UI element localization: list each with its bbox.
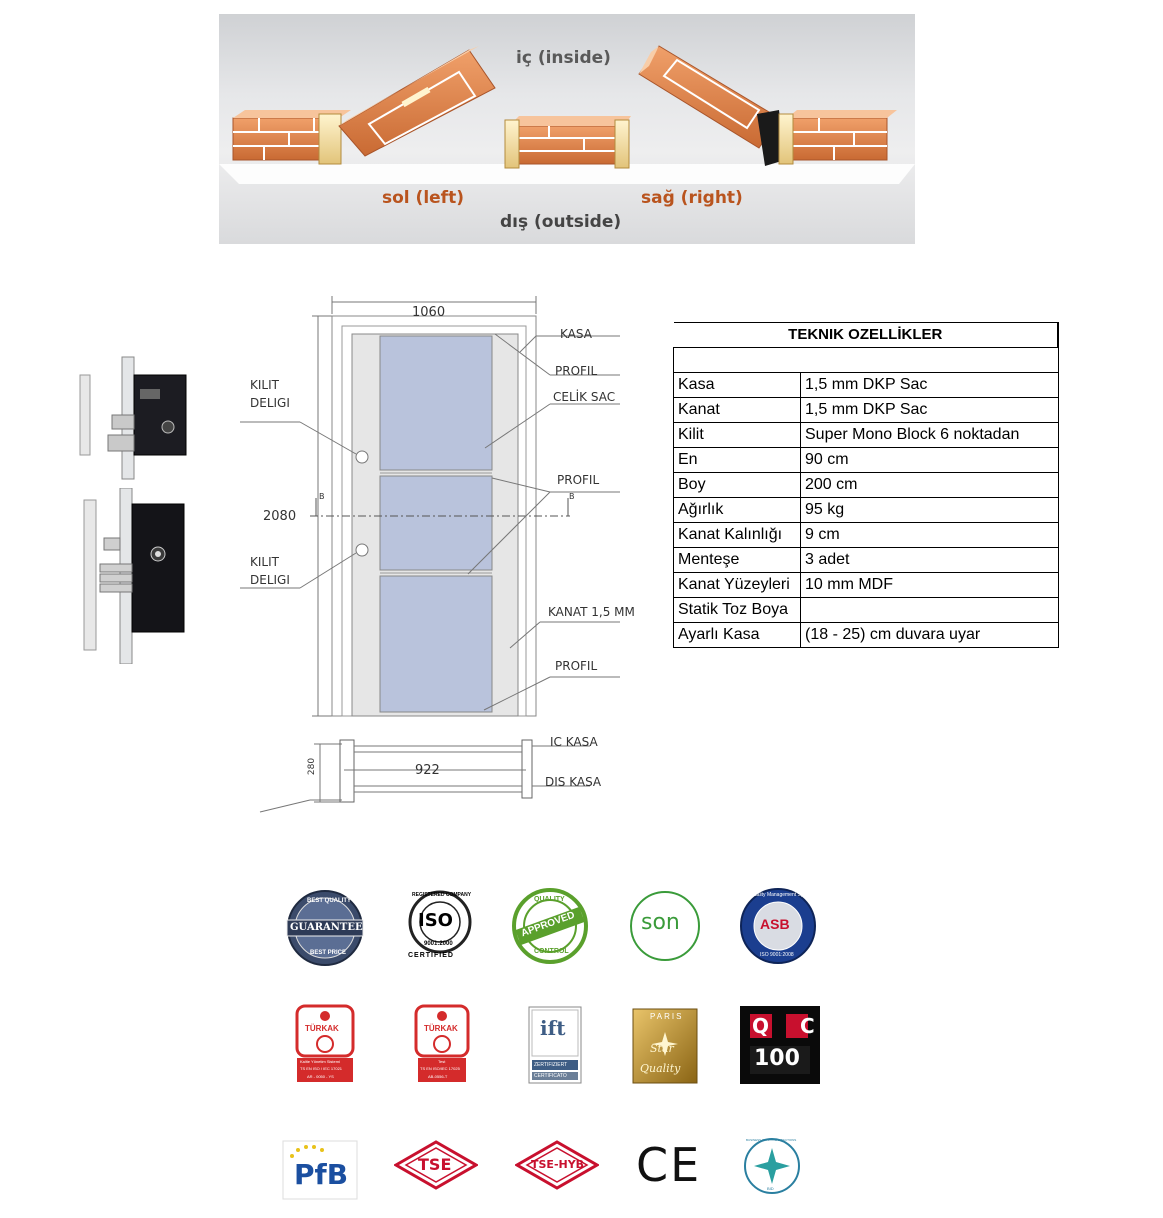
qc100-logo [740,1006,827,1086]
spec-value: 3 adet [801,548,1059,573]
turkak-2-sub: Test [438,1059,446,1064]
lock-photo-bottom [78,488,188,664]
guarantee-top: BEST QUALITY [307,898,352,904]
inside-label: iç (inside) [516,48,611,68]
approved-bottom: CONTROL [534,948,569,955]
pfb-logo [282,1140,358,1200]
turkak-1-bottom: AR - 0050 - YS [307,1074,334,1079]
spec-row [674,473,1059,498]
spec-value: 10 mm MDF [801,573,1059,598]
spec-gap-row [674,348,1059,373]
mortise-lock-icon [78,355,188,485]
asb-bottom: ISO 9001:2008 [760,952,794,958]
label-deligi-2: DELIGI [250,573,290,587]
bid-logo [742,1136,802,1196]
spec-value: 95 kg [801,498,1059,523]
asb-main: ASB [760,916,790,932]
door-direction-banner [219,14,915,244]
ift-sub: ZERTIFIZIERT [534,1062,568,1068]
spec-value: 1,5 mm DKP Sac [801,373,1059,398]
spec-key: Kilit [674,423,801,448]
paris-top: PARIS [650,1012,684,1021]
outside-label: dış (outside) [500,212,622,232]
right-door-leaf [639,46,785,166]
spec-row [674,448,1059,473]
guarantee-bottom: BEST PRICE [310,950,347,956]
label-profil-top: PROFIL [555,364,598,378]
approved-logo [510,886,590,966]
iso-bottom: CERTIFIED [408,952,454,959]
label-kilit-2: KILIT [250,555,279,569]
spec-value: 90 cm [801,448,1059,473]
label-ic-kasa: IC KASA [550,735,598,749]
guarantee-logo [285,888,365,968]
label-dis-kasa: DIS KASA [545,775,602,789]
spec-row [674,523,1059,548]
right-label: sağ (right) [641,188,743,208]
label-profil-bottom: PROFIL [555,659,598,673]
mortise-lock-icon [78,488,188,664]
spec-row [674,423,1059,448]
iso-sub: 9001:2000 [424,941,453,947]
label-profil-mid: PROFIL [557,473,600,487]
spec-key: En [674,448,801,473]
spec-key: Kanat [674,398,801,423]
iso-logo [400,886,480,966]
spec-value [801,598,1059,623]
spec-key: Ağırlık [674,498,801,523]
spec-body [674,373,1059,648]
spec-value: 1,5 mm DKP Sac [801,398,1059,423]
spec-key: Kasa [674,373,801,398]
spec-row [674,373,1059,398]
height-dimension: 2080 [263,509,297,524]
approved-main: APPROVED [519,909,577,940]
turkak-1-code: TS EN ISO / IEC 17021 [300,1066,343,1071]
paris-bottom: Quality [640,1062,681,1075]
tse-logo [394,1140,478,1190]
spec-row [674,598,1059,623]
turkak-badge-icon [295,1004,355,1084]
spec-row [674,573,1059,598]
label-kanat: KANAT 1,5 MM [548,605,635,619]
spec-key: Kanat Kalınlığı [674,523,801,548]
ift-main: ift [540,1016,566,1040]
spec-row [674,623,1059,648]
right-wall [779,110,897,164]
inner-width-dimension: 922 [415,763,440,778]
label-celik-sac: CELİK SAC [553,390,616,404]
iso-top: REGISTERED COMPANY [412,892,472,898]
guarantee-main: GUARANTEE [290,922,363,933]
spec-key: Ayarlı Kasa [674,623,801,648]
turkak-2-bottom: AB-0556-T [428,1074,448,1079]
tse-hyb-main: TSE-HYB [531,1158,585,1171]
ce-logo [634,1134,704,1194]
iso-main: ISO [418,910,453,931]
spec-value: 9 cm [801,523,1059,548]
turkak-badge-icon [412,1004,472,1084]
left-label: sol (left) [382,188,464,208]
spec-key: Kanat Yüzeyleri [674,573,801,598]
depth-dimension: 280 [307,757,318,776]
bid-bottom: BID [767,1186,774,1191]
son-main: son [641,910,680,935]
left-door-leaf [339,46,495,156]
spec-row [674,548,1059,573]
turkak-2-main: TÜRKAK [424,1024,458,1033]
section-mark-left: B [319,492,325,501]
spec-key: Menteşe [674,548,801,573]
ift-logo [528,1006,582,1084]
bid-top: BUSINESS INITIATIVE DIRECTIONS [746,1138,797,1142]
turkak-logo-1 [295,1004,355,1084]
label-kasa: KASA [560,327,592,341]
center-door [505,116,631,168]
spec-table [673,322,1059,648]
pfb-main: PfB [294,1158,349,1191]
left-wall [233,110,351,164]
turkak-logo-2 [412,1004,472,1084]
width-dimension: 1060 [412,305,446,320]
ce-main: CE [636,1138,702,1192]
qc-top: Q C [752,1014,827,1038]
spec-key: Statik Toz Boya [674,598,801,623]
spec-row [674,498,1059,523]
spec-value: 200 cm [801,473,1059,498]
door-technical-drawing [240,292,660,822]
son-logo [625,888,705,968]
spec-title: TEKNIK OZELLİKLER [674,323,1059,348]
paris-star-logo [632,1008,698,1084]
tse-hyb-logo [515,1140,599,1190]
lock-photo-top [78,355,188,485]
paris-main: Star [650,1042,674,1055]
turkak-1-sub: Kalite Yönetim Sistemi [300,1059,340,1064]
label-kilit-1: KILIT [250,378,279,392]
spec-value: Super Mono Block 6 noktadan [801,423,1059,448]
spec-row [674,398,1059,423]
turkak-1-main: TÜRKAK [305,1024,339,1033]
spec-title-row [674,323,1059,348]
qc-main: 100 [754,1046,800,1071]
spec-value: (18 - 25) cm duvara uyar [801,623,1059,648]
asb-top: Quality Management System [750,892,815,898]
approved-top: QUALITY [534,896,565,903]
ift-bottom: CERTIFICATO [534,1073,567,1079]
spec-key: Boy [674,473,801,498]
tse-main: TSE [418,1155,452,1174]
turkak-2-code: TS EN ISO/IEC 17025 [420,1066,460,1071]
section-mark-right: B [569,492,575,501]
asb-logo [738,886,818,966]
label-deligi-1: DELIGI [250,396,290,410]
